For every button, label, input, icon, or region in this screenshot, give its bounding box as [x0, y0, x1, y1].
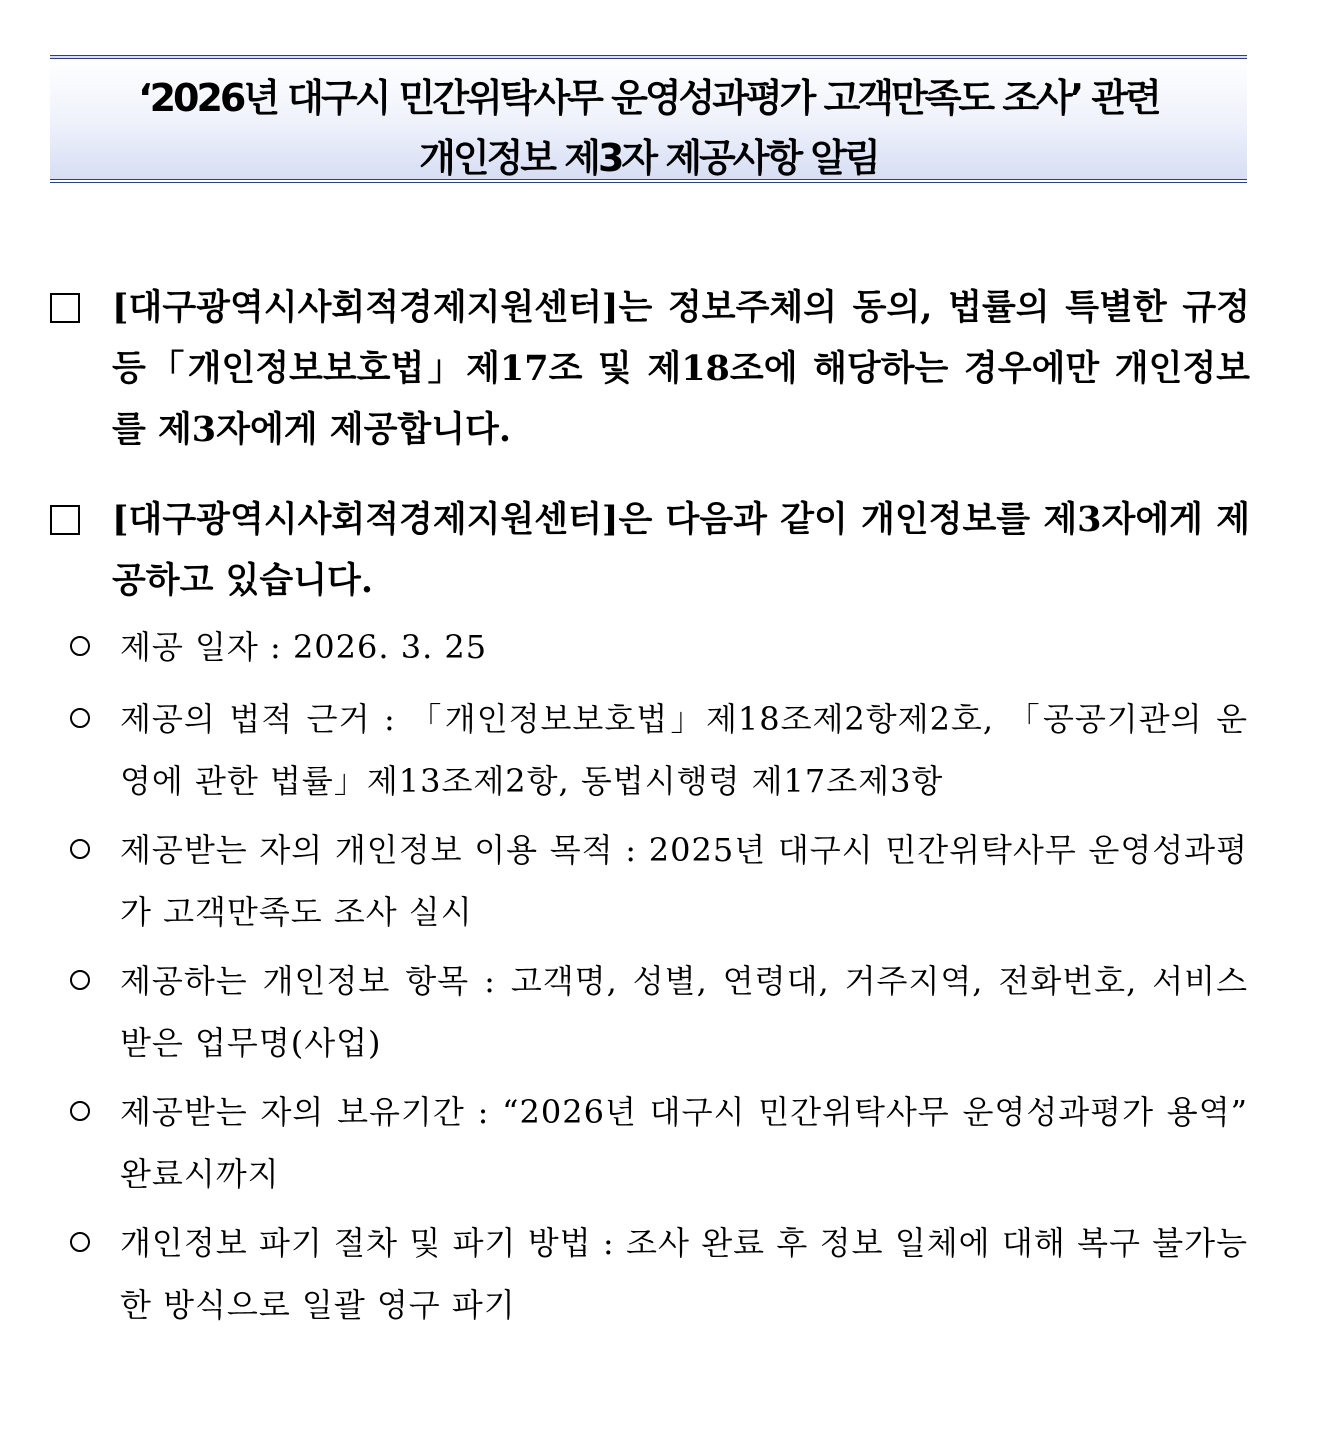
title-banner — [50, 55, 1247, 183]
bullet-circle-icon — [70, 1101, 90, 1121]
page-title-line-1: ‘2026년 대구시 민간위탁사무 운영성과평가 고객만족도 조사’ 관련 — [138, 76, 1159, 120]
list-item-text: 제공받는 자의 개인정보 이용 목적 : 2025년 대구시 민간위탁사무 운영성과평가 고객만족도 조사 실시 — [120, 831, 1248, 931]
list-item-text: 제공받는 자의 보유기간 : “2026년 대구시 민간위탁사무 운영성과평가 용역” 완료시까지 — [120, 1093, 1248, 1193]
bullet-circle-icon — [70, 1232, 90, 1252]
section-1-text: [대구광역시사회적경제지원센터]는 정보주체의 동의, 법률의 특별한 규정 등「개인정보보호법」제17조 및 제18조에 해당하는 경우에만 개인정보를 제3자에게 제공합니다. — [112, 287, 1250, 450]
list-item-text: 제공의 법적 근거 : 「개인정보보호법」제18조제2항제2호, 「공공기관의 운영에 관한 법률」제13조제2항, 동법시행령 제17조제3항 — [120, 700, 1248, 800]
page-title-line-2: 개인정보 제3자 제공사항 알림 — [419, 136, 878, 180]
list-item-text: 제공 일자 : 2026. 3. 25 — [120, 628, 488, 666]
checkbox-square-icon — [50, 293, 80, 323]
bullet-circle-icon — [70, 970, 90, 990]
section-2-text: [대구광역시사회적경제지원센터]은 다음과 같이 개인정보를 제3자에게 제공하고 있습니다. — [112, 499, 1250, 601]
list-item-text: 개인정보 파기 절차 및 파기 방법 : 조사 완료 후 정보 일체에 대해 복구 불가능한 방식으로 일괄 영구 파기 — [120, 1224, 1248, 1324]
list-item-text: 제공하는 개인정보 항목 : 고객명, 성별, 연령대, 거주지역, 전화번호, 서비스 받은 업무명(사업) — [120, 962, 1248, 1062]
bullet-circle-icon — [70, 636, 90, 656]
bullet-circle-icon — [70, 839, 90, 859]
checkbox-square-icon — [50, 505, 80, 535]
bullet-circle-icon — [70, 708, 90, 728]
